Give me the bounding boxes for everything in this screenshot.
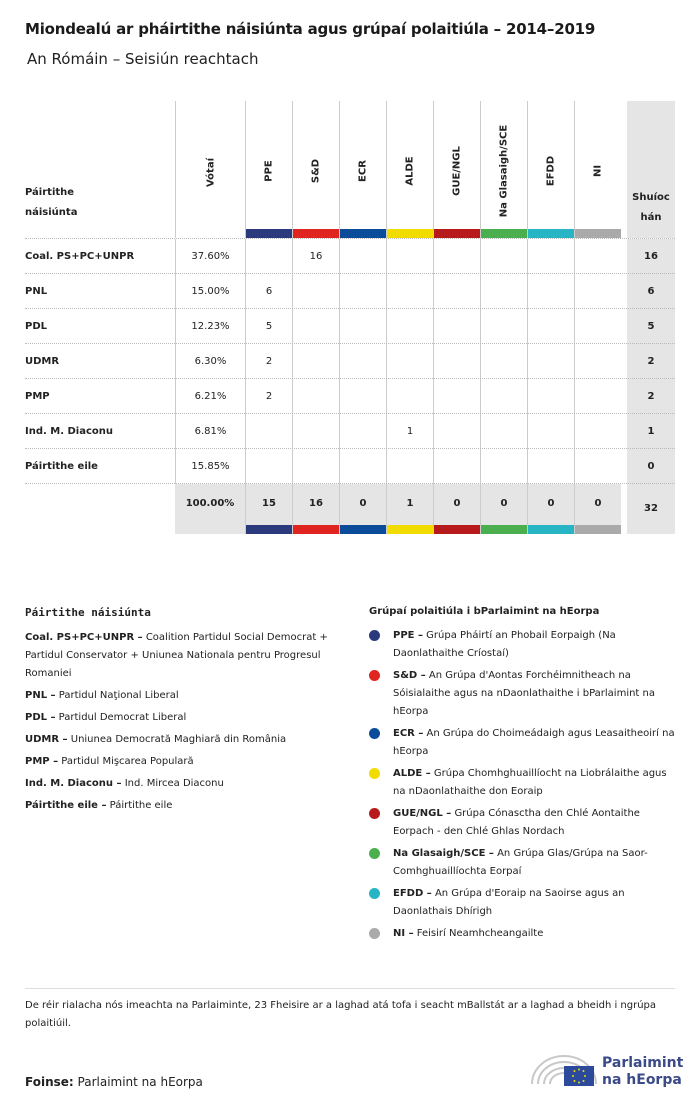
groups-legend-title: Grúpaí polaitiúla i bParlaimint na hEorpa <box>369 606 600 617</box>
party-name: PDL <box>25 321 48 332</box>
party-full-name: Coalition Partidul Social Democrat + Partidul Conservator + Uniunea Nationala pentru Progresul Romaniei <box>25 632 328 679</box>
vote-share: 6.81% <box>175 414 245 449</box>
group-color-dot-icon <box>369 768 380 779</box>
seat-cell <box>433 379 480 414</box>
party-full-name: Partidul Mişcarea Populară <box>61 756 194 767</box>
group-abbr: GUE/NGL – <box>393 808 452 819</box>
seat-cell <box>386 309 433 344</box>
party-name: Ind. M. Diaconu <box>25 426 114 437</box>
seat-cell <box>574 239 621 274</box>
seat-cell <box>386 379 433 414</box>
seat-total: 0 <box>627 449 675 484</box>
vote-share: 15.85% <box>175 449 245 484</box>
source-value: Parlaimint na hEorpa <box>77 1075 203 1089</box>
party-full-name: Uniunea Democrată Maghiară din România <box>70 734 287 745</box>
seat-cell <box>433 274 480 309</box>
group-abbr: PPE – <box>393 630 423 641</box>
party-abbr: PDL – <box>25 712 56 723</box>
total-seat-value: 0 <box>453 498 461 509</box>
seat-cell <box>339 344 386 379</box>
logo-text: Parlaimint na hEorpa <box>602 1055 684 1088</box>
group-color-dot-icon <box>369 630 380 641</box>
party-legend-item <box>25 731 355 749</box>
seat-cell <box>292 309 339 344</box>
seat-cell <box>386 274 433 309</box>
seat-cell <box>480 414 527 449</box>
table-row <box>25 343 675 378</box>
seat-cell <box>527 414 574 449</box>
group-header-gue-ngl <box>433 101 480 238</box>
seat-cell <box>245 239 292 274</box>
seat-total: 2 <box>627 344 675 379</box>
source <box>25 1075 203 1089</box>
group-abbr: EFDD – <box>393 888 432 899</box>
vote-share: 6.21% <box>175 379 245 414</box>
group-full-name: Grúpa Cónasctha den Chlé Aontaithe Eorpach - den Chlé Ghlas Nordach <box>393 808 640 837</box>
seat-cell <box>292 414 339 449</box>
party-abbr: Páirtithe eile – <box>25 800 107 811</box>
group-header-label: ECR <box>357 160 369 182</box>
total-seat-cell <box>527 484 574 534</box>
seat-total: 2 <box>627 379 675 414</box>
seat-cell <box>292 274 339 309</box>
party-name: Páirtithe eile <box>25 461 98 472</box>
page-subtitle: An Rómáin – Seisiún reachtach <box>27 50 259 68</box>
seat-cell <box>574 344 621 379</box>
group-full-name: Grúpa Pháirtí an Phobail Eorpaigh (Na Daonlathaithe Críostaí) <box>393 630 616 659</box>
group-color-dot-icon <box>369 888 380 899</box>
seat-total: 5 <box>627 309 675 344</box>
table-header <box>25 101 675 238</box>
party-legend-item <box>25 709 355 727</box>
group-header-na-glasaigh-sce <box>480 101 527 238</box>
group-legend-item <box>369 725 679 761</box>
group-color-bar <box>481 229 527 238</box>
group-full-name: An Grúpa do Choimeádaigh agus Leasaitheoirí na hEorpa <box>393 728 675 757</box>
vote-share: 6.30% <box>175 344 245 379</box>
group-header-label: ALDE <box>404 156 416 186</box>
seat-cell <box>480 239 527 274</box>
seat-cell <box>527 309 574 344</box>
group-color-bar <box>528 229 574 238</box>
group-color-dot-icon <box>369 928 380 939</box>
group-legend-item <box>369 885 679 921</box>
group-color-bar <box>387 525 433 534</box>
total-seat-cell <box>245 484 292 534</box>
total-seat-cell <box>433 484 480 534</box>
group-color-bar <box>387 229 433 238</box>
seat-cell: 2 <box>245 344 292 379</box>
group-abbr: ECR – <box>393 728 424 739</box>
total-votes: 100.00% <box>175 484 245 534</box>
table-row <box>25 308 675 343</box>
seat-total: 1 <box>627 414 675 449</box>
group-header-label: GUE/NGL <box>451 146 463 196</box>
party-full-name: Partidul Democrat Liberal <box>58 712 187 723</box>
total-seats: 32 <box>627 484 675 534</box>
party-legend-item <box>25 629 355 683</box>
party-full-name: Partidul Naţional Liberal <box>58 690 179 701</box>
seat-cell <box>527 274 574 309</box>
parliament-hemicycle-icon <box>530 1050 600 1090</box>
seat-cell <box>339 379 386 414</box>
footnote: De réir rialacha nós imeachta na Parlaiminte, 23 Fheisire ar a laghad atá tofa i seacht mBallstát ar a laghad a bheidh i ngrúpa polaitiúil. <box>25 988 675 1033</box>
seat-cell <box>480 309 527 344</box>
party-name: Coal. PS+PC+UNPR <box>25 251 135 262</box>
group-color-bar <box>575 229 621 238</box>
group-color-bar <box>340 525 386 534</box>
seat-cell <box>292 379 339 414</box>
total-seat-value: 0 <box>359 498 367 509</box>
total-seat-cell <box>480 484 527 534</box>
seat-cell <box>433 449 480 484</box>
group-full-name: An Grúpa Glas/Grúpa na Saor-Comhghuaillíochta Eorpaí <box>393 848 648 877</box>
group-color-dot-icon <box>369 728 380 739</box>
group-color-bar <box>481 525 527 534</box>
table-row <box>25 378 675 413</box>
seat-cell <box>245 414 292 449</box>
group-color-bar <box>340 229 386 238</box>
group-legend-item <box>369 667 679 721</box>
seat-cell: 2 <box>245 379 292 414</box>
group-full-name: An Grúpa d'Eoraip na Saoirse agus an Daonlathais Dhírigh <box>393 888 625 917</box>
party-legend-item <box>25 797 355 815</box>
group-header-alde <box>386 101 433 238</box>
seat-cell <box>386 239 433 274</box>
table-row <box>25 448 675 483</box>
group-color-dot-icon <box>369 848 380 859</box>
party-name: UDMR <box>25 356 60 367</box>
seat-cell <box>574 379 621 414</box>
group-full-name: Grúpa Chomhghuaillíocht na Liobrálaithe agus na nDaonlathaithe don Eoraip <box>393 768 667 797</box>
group-full-name: An Grúpa d'Aontas Forchéimnitheach na Sóisialaithe agus na nDaonlathaithe i bParlaimint na hEorpa <box>393 670 655 717</box>
total-seat-value: 0 <box>547 498 555 509</box>
party-column-header: Páirtithe náisiúnta <box>25 187 78 218</box>
seat-cell <box>480 274 527 309</box>
seat-cell <box>480 379 527 414</box>
parties-legend-title: Páirtithe náisiúnta <box>25 606 151 619</box>
seat-cell <box>574 309 621 344</box>
seat-cell: 5 <box>245 309 292 344</box>
group-full-name: Feisirí Neamhcheangailte <box>416 928 544 939</box>
group-header-s-d <box>292 101 339 238</box>
seat-cell <box>339 414 386 449</box>
vote-share: 12.23% <box>175 309 245 344</box>
group-color-bar <box>528 525 574 534</box>
group-header-label: EFDD <box>545 155 557 187</box>
group-header-ppe <box>245 101 292 238</box>
group-header-ecr <box>339 101 386 238</box>
group-abbr: ALDE – <box>393 768 431 779</box>
seat-cell <box>433 414 480 449</box>
seat-cell <box>527 239 574 274</box>
total-seat-value: 0 <box>500 498 508 509</box>
seat-cell <box>292 344 339 379</box>
seat-total: 6 <box>627 274 675 309</box>
seat-cell <box>292 449 339 484</box>
group-header-label: S&D <box>310 158 322 184</box>
vote-share: 37.60% <box>175 239 245 274</box>
group-header-label: PPE <box>263 160 275 182</box>
totals-row <box>25 483 675 533</box>
party-abbr: PNL – <box>25 690 56 701</box>
votes-column-header: Vótaí <box>175 101 245 238</box>
group-header-ni <box>574 101 621 238</box>
seat-cell <box>386 344 433 379</box>
seat-cell <box>527 379 574 414</box>
table-row <box>25 238 675 273</box>
total-seat-cell <box>386 484 433 534</box>
seat-cell <box>480 344 527 379</box>
group-legend-item <box>369 925 679 943</box>
seat-cell <box>245 449 292 484</box>
party-abbr: Ind. M. Diaconu – <box>25 778 122 789</box>
total-seat-value: 16 <box>309 498 323 509</box>
group-color-bar <box>293 229 339 238</box>
party-abbr: Coal. PS+PC+UNPR – <box>25 632 143 643</box>
group-legend-item <box>369 805 679 841</box>
seat-cell <box>339 309 386 344</box>
group-color-dot-icon <box>369 670 380 681</box>
group-legend-item <box>369 845 679 881</box>
seat-cell: 6 <box>245 274 292 309</box>
seat-cell <box>339 449 386 484</box>
groups-legend <box>369 606 679 947</box>
seat-cell <box>386 449 433 484</box>
total-seat-value: 1 <box>406 498 414 509</box>
group-color-bar <box>575 525 621 534</box>
table-row <box>25 413 675 448</box>
seat-cell <box>480 449 527 484</box>
party-name: PMP <box>25 391 50 402</box>
group-legend-item <box>369 627 679 663</box>
party-name: PNL <box>25 286 48 297</box>
seat-cell <box>433 239 480 274</box>
party-full-name: Ind. Mircea Diaconu <box>124 778 224 789</box>
group-color-bar <box>246 525 292 534</box>
total-seat-cell <box>574 484 621 534</box>
total-seat-value: 15 <box>262 498 276 509</box>
source-label: Foinse: <box>25 1075 74 1089</box>
group-abbr: NI – <box>393 928 414 939</box>
party-legend-item <box>25 687 355 705</box>
group-header-label: NI <box>592 164 604 178</box>
parties-legend <box>25 606 355 819</box>
seat-cell <box>574 449 621 484</box>
group-color-bar <box>246 229 292 238</box>
group-color-bar <box>293 525 339 534</box>
seat-cell <box>339 239 386 274</box>
total-seat-cell <box>339 484 386 534</box>
group-color-dot-icon <box>369 808 380 819</box>
table-row <box>25 273 675 308</box>
seat-cell <box>574 414 621 449</box>
seat-cell: 16 <box>292 239 339 274</box>
party-abbr: UDMR – <box>25 734 68 745</box>
group-abbr: S&D – <box>393 670 426 681</box>
group-header-label: Na Glasaigh/SCE <box>498 124 510 218</box>
total-seat-value: 0 <box>594 498 602 509</box>
total-seat-cell <box>292 484 339 534</box>
group-abbr: Na Glasaigh/SCE – <box>393 848 494 859</box>
seat-cell <box>433 309 480 344</box>
group-header-efdd <box>527 101 574 238</box>
seat-cell <box>527 344 574 379</box>
page-title: Miondealú ar pháirtithe náisiúnta agus grúpaí polaitiúla – 2014–2019 <box>25 20 596 38</box>
group-color-bar <box>434 525 480 534</box>
party-full-name: Páirtithe eile <box>109 800 173 811</box>
vote-share: 15.00% <box>175 274 245 309</box>
party-abbr: PMP – <box>25 756 59 767</box>
seat-cell <box>339 274 386 309</box>
seat-cell <box>433 344 480 379</box>
seat-cell <box>527 449 574 484</box>
group-color-bar <box>434 229 480 238</box>
seats-column-header: Shuíoc hán <box>627 101 675 238</box>
seat-total: 16 <box>627 239 675 274</box>
ep-logo <box>530 1050 684 1094</box>
seat-cell: 1 <box>386 414 433 449</box>
results-table <box>25 101 675 533</box>
party-legend-item <box>25 775 355 793</box>
group-legend-item <box>369 765 679 801</box>
party-legend-item <box>25 753 355 771</box>
seat-cell <box>574 274 621 309</box>
